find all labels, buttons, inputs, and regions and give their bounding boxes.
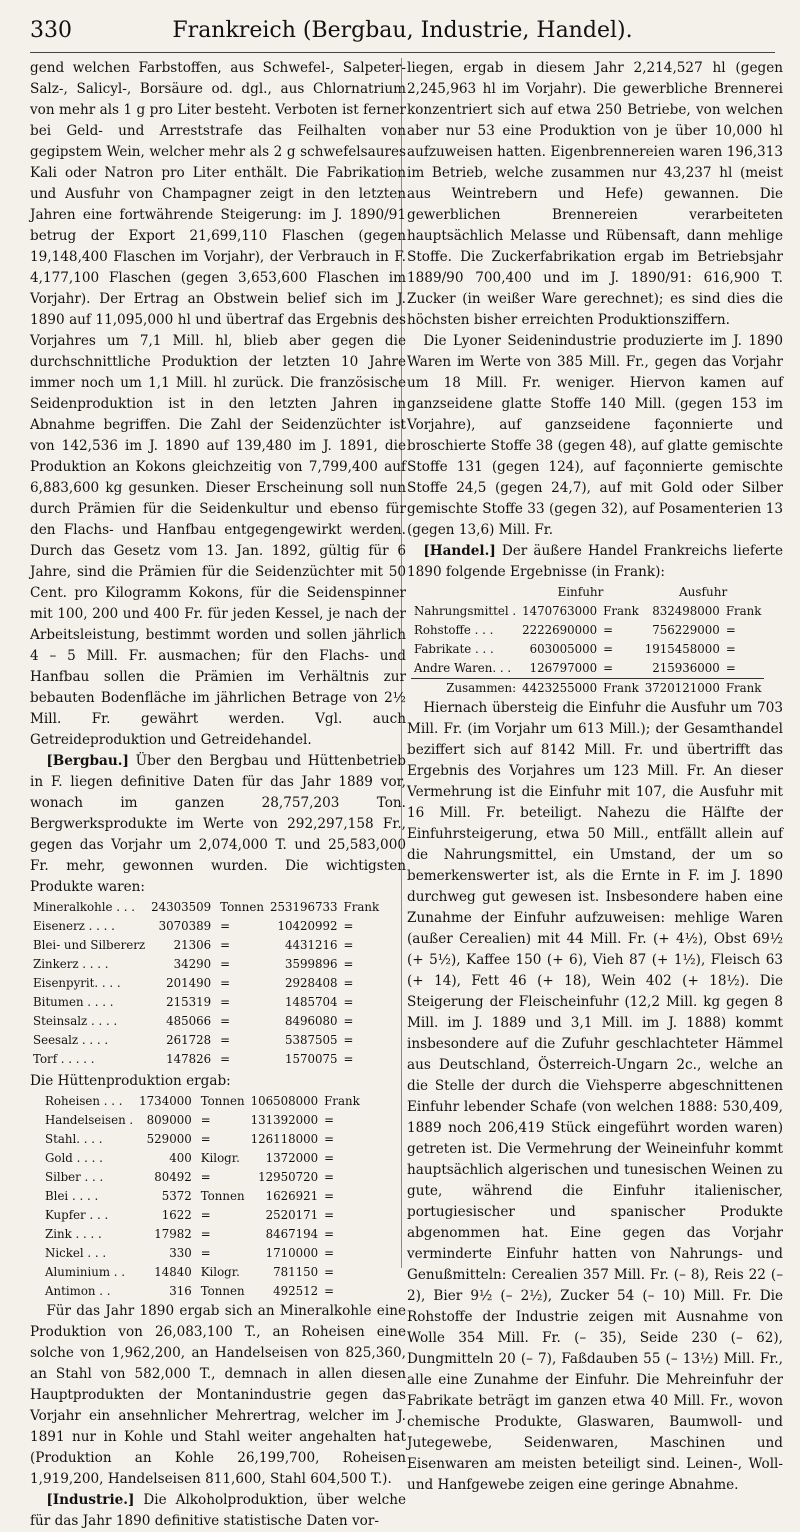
- smelting-currency: =: [324, 1113, 335, 1127]
- mining-product: Zinkerz . . . .: [33, 957, 109, 971]
- smelting-unit: =: [200, 1170, 211, 1184]
- trade-export: 215936000: [652, 661, 720, 675]
- mining-quantity: 485066: [166, 1014, 212, 1028]
- mining-quantity: 215319: [166, 995, 212, 1009]
- trade-category: Fabrikate . . .: [414, 642, 494, 656]
- smelting-value: 106508000: [250, 1094, 319, 1108]
- smelting-currency: =: [324, 1246, 335, 1260]
- paragraph-handel-text: Der äußere Handel Frankreichs lieferte 1890 folgende Ergebnisse (in Frank):: [407, 543, 783, 580]
- trade-sum-import-cur: Frank: [600, 679, 642, 699]
- trade-row: [411, 640, 764, 659]
- smelting-row: [42, 1282, 363, 1301]
- mining-quantity: 24303509: [151, 900, 212, 914]
- trade-col-import: Einfuhr: [557, 585, 604, 599]
- smelting-quantity: 80492: [154, 1170, 192, 1184]
- smelting-currency: =: [324, 1151, 335, 1165]
- section-tag-bergbau: [Bergbau.]: [46, 753, 129, 769]
- trade-import: 2222690000: [522, 623, 598, 637]
- paragraph-production-1890: Für das Jahr 1890 ergab sich an Mineralkohle eine Produktion von 26,083,100 T., an Roheisen eine solche von 1,962,200, an Handelseisen von 825,360, an Stahl von 582,000 T., demnach in allen diesen Hauptprodukten der Montanindustrie gegen das Vorjahr ein ansehnlicher Mehrertrag, welcher im J. 1891 nur in Kohle und Stahl weiter angehalten hat (Produktion an Kohle 26,199,700, Roheisen 1,919,200, Handelseisen 811,600, Stahl 604,500 T.).: [30, 1303, 406, 1487]
- smelting-quantity: 1734000: [139, 1094, 192, 1108]
- trade-export-cur: =: [725, 642, 736, 656]
- paragraph-alcohol: liegen, ergab in diesem Jahr 2,214,527 hl (gegen 2,245,963 hl im Vorjahr). Die gewerbliche Brennerei konzentriert sich auf etwa 250 Betriebe, von welchen aber nur 53 eine Produktion von je über 10,000 hl aufzuweisen hatten. Eigenbrennereien waren 196,313 im Betrieb, welche zusammen nur 43,237 hl (meist aus Weintrebern und Hefe) gewannen. Die gewerblichen Brennereien verarbeiteten hauptsächlich Melasse und Rübensaft, dann mehlige Stoffe. Die Zuckerfabrikation ergab im Betriebsjahr 1889/90 700,400 und im J. 1890/91: 616,900 T. Zucker (in weißer Ware gerechnet); es sind dies die höchsten bisher erreichten Produktionsziffern.: [407, 60, 783, 328]
- smelting-value: 8467194: [265, 1227, 319, 1241]
- paragraph-industrie: [30, 1490, 406, 1532]
- smelting-product: Silber . . .: [45, 1170, 104, 1184]
- mining-product: Eisenpyrit. . . .: [33, 976, 121, 990]
- mining-unit: =: [220, 995, 231, 1009]
- smelting-product: Aluminium . .: [45, 1265, 126, 1279]
- smelting-product: Blei . . . .: [45, 1189, 99, 1203]
- smelting-row: [42, 1206, 363, 1225]
- mining-row: [30, 974, 382, 993]
- smelting-quantity: 529000: [146, 1132, 192, 1146]
- mining-unit: =: [220, 1033, 231, 1047]
- smelting-currency: =: [324, 1265, 335, 1279]
- smelting-table: [42, 1092, 363, 1301]
- mining-product: Bitumen . . . .: [33, 995, 114, 1009]
- mining-value: 1485704: [284, 995, 338, 1009]
- mining-value: 2928408: [284, 976, 338, 990]
- mining-row: [30, 1050, 382, 1069]
- trade-export-cur: =: [725, 661, 736, 675]
- mining-currency: =: [343, 938, 354, 952]
- smelting-quantity: 5372: [161, 1189, 192, 1203]
- mining-unit: =: [220, 919, 231, 933]
- trade-category: Andre Waren. . .: [414, 661, 512, 675]
- smelting-product: Zink . . . .: [45, 1227, 102, 1241]
- trade-import: 603005000: [529, 642, 598, 656]
- trade-sum-import: 4423255000: [519, 679, 600, 699]
- smelting-row: [42, 1187, 363, 1206]
- mining-currency: =: [343, 995, 354, 1009]
- smelting-currency: =: [324, 1132, 335, 1146]
- mining-product: Seesalz . . . .: [33, 1033, 109, 1047]
- smelting-product: Kupfer . . .: [45, 1208, 109, 1222]
- section-tag-handel: [Handel.]: [423, 543, 496, 559]
- smelting-value: 1626921: [265, 1189, 319, 1203]
- mining-product: Steinsalz . . . .: [33, 1014, 118, 1028]
- paragraph-silk-industry: Die Lyoner Seidenindustrie produzierte im J. 1890 Waren im Werte von 385 Mill. Fr., gegen das Vorjahr um 18 Mill. Fr. weniger. Hiervon kamen auf ganzseidene glatte Stoffe 140 Mill. (gegen 153 im Vorjahre), auf ganzseidene façonnierte und broschierte Stoffe 38 (gegen 48), auf glatte gemischte Stoffe 131 (gegen 124), auf façonnierte gemischte Stoffe 24,5 (gegen 24,7), auf mit Gold oder Silber gemischte Stoffe 33 (gegen 32), auf Posamenterien 13 (gegen 13,6) Mill. Fr.: [407, 333, 783, 538]
- mining-row: [30, 993, 382, 1012]
- left-column: [30, 58, 406, 1532]
- mining-currency: =: [343, 1033, 354, 1047]
- smelting-row: [42, 1263, 363, 1282]
- trade-row: [411, 659, 764, 679]
- mining-quantity: 21306: [173, 938, 212, 952]
- smelting-currency: =: [324, 1189, 335, 1203]
- smelting-row: [42, 1244, 363, 1263]
- smelting-quantity: 809000: [146, 1113, 192, 1127]
- smelting-quantity: 14840: [154, 1265, 192, 1279]
- mining-value: 1570075: [284, 1052, 338, 1066]
- mining-unit: =: [220, 976, 231, 990]
- smelting-unit: Tonnen: [200, 1284, 245, 1298]
- smelting-currency: =: [324, 1284, 335, 1298]
- mining-currency: =: [343, 957, 354, 971]
- mining-product: Blei- und Silbererz: [33, 938, 146, 952]
- mining-row: [30, 1012, 382, 1031]
- mining-currency: Frank: [343, 900, 380, 914]
- paragraph-bergbau-text: Über den Bergbau und Hüttenbetrieb in F. liegen definitive Daten für das Jahr 1889 vor, wonach im ganzen 28,757,203 Ton. Bergwerksprodukte im Werte von 292,297,158 Fr., gegen das Vorjahr um 2,074,000 T. und 25,583,000 Fr. mehr, gewonnen wurden. Die wichtigsten Produkte waren:: [30, 753, 406, 895]
- smelting-value: 781150: [273, 1265, 319, 1279]
- mining-row: [30, 898, 382, 917]
- smelting-row: [42, 1092, 363, 1111]
- smelting-value: 12950720: [258, 1170, 319, 1184]
- trade-category: Rohstoffe . . .: [414, 623, 494, 637]
- smelting-value: 2520171: [265, 1208, 319, 1222]
- smelting-quantity: 17982: [154, 1227, 192, 1241]
- trade-import-cur: =: [603, 623, 614, 637]
- smelting-value: 1710000: [265, 1246, 319, 1260]
- trade-export: 756229000: [652, 623, 720, 637]
- mining-quantity: 3070389: [158, 919, 212, 933]
- mining-value: 3599896: [284, 957, 338, 971]
- mining-product: Mineralkohle . . .: [33, 900, 135, 914]
- mining-unit: =: [220, 957, 231, 971]
- smelting-product: Roheisen . . .: [45, 1094, 123, 1108]
- mining-value: 253196733: [269, 900, 338, 914]
- mining-row: [30, 917, 382, 936]
- mining-value: 8496080: [284, 1014, 338, 1028]
- mining-table: [30, 898, 382, 1069]
- smelting-quantity: 316: [169, 1284, 192, 1298]
- smelting-value: 131392000: [250, 1113, 319, 1127]
- mining-product: Torf . . . . .: [33, 1052, 95, 1066]
- page-number: 330: [30, 18, 72, 43]
- running-title: Frankreich (Bergbau, Industrie, Handel).: [172, 18, 633, 43]
- mining-row: [30, 955, 382, 974]
- smelting-unit: =: [200, 1132, 211, 1146]
- smelting-product: Stahl. . . .: [45, 1132, 103, 1146]
- smelting-currency: =: [324, 1170, 335, 1184]
- smelting-unit: Tonnen: [200, 1189, 245, 1203]
- paragraph-handel: [407, 541, 783, 583]
- mining-row: [30, 936, 382, 955]
- smelting-product: Antimon . .: [45, 1284, 111, 1298]
- trade-sum-export-cur: Frank: [723, 679, 765, 699]
- smelting-unit: =: [200, 1227, 211, 1241]
- mining-unit: =: [220, 1052, 231, 1066]
- mining-unit: =: [220, 938, 231, 952]
- mining-currency: =: [343, 1052, 354, 1066]
- smelting-unit: Kilogr.: [200, 1265, 240, 1279]
- huetten-caption: Die Hüttenproduktion ergab:: [30, 1073, 231, 1089]
- smelting-quantity: 1622: [161, 1208, 192, 1222]
- smelting-unit: Kilogr.: [200, 1151, 240, 1165]
- smelting-row: [42, 1111, 363, 1130]
- mining-quantity: 34290: [173, 957, 212, 971]
- section-tag-industrie: [Industrie.]: [46, 1492, 135, 1508]
- mining-value: 5387505: [284, 1033, 338, 1047]
- page-header: [30, 12, 775, 53]
- trade-export: 832498000: [652, 604, 720, 618]
- mining-currency: =: [343, 976, 354, 990]
- mining-value: 10420992: [277, 919, 338, 933]
- smelting-unit: =: [200, 1246, 211, 1260]
- trade-row: [411, 602, 764, 621]
- paragraph-trade-analysis: Hiernach übersteig die Einfuhr die Ausfuhr um 703 Mill. Fr. (im Vorjahr um 613 Mill.); der Gesamthandel beziffert sich auf 8142 Mill. Fr. und übertrifft das Ergebnis des Vorjahres um 123 Mill. Fr. An dieser Vermehrung ist die Einfuhr mit 107, die Ausfuhr mit 16 Mill. Fr. beteiligt. Nahezu die Hälfte der Einfuhrsteigerung, etwa 50 Mill., entfällt allein auf die Nahrungsmittel, ein Umstand, der um so bemerkenswerter ist, als die Ernte in F. im J. 1890 durchweg gut gewesen ist. Insbesondere haben eine Zunahme der Einfuhr aufzuweisen: mehlige Waren (außer Cerealien) mit 44 Mill. Fr. (+ 4½), Obst 69½ (+ 5½), Kaffee 150 (+ 6), Vieh 87 (+ 1½), Fleisch 63 (+ 14), Fett 46 (+ 18), Wein 402 (+ 18½). Die Steigerung der Fleischeinfuhr (12,2 Mill. kg gegen 8 Mill. im J. 1889 und 3,1 Mill. im J. 1888) kommt insbesondere auf die Zufuhr geschlachteter Hämmel aus Deutschland, Österreich-Ungarn 2c., welche an die Stelle der durch die Viehsperre abgeschnittenen Einfuhr lebender Schafe (von welchen 1888: 530,409, 1889 noch 206,419 Stück eingeführt worden waren) getreten ist. Die Vermehrung der Weineinfuhr kommt hauptsächlich algerischen und tunesischen Weinen zu gute, während die Einfuhr italienischer, portugiesischer und spanischer Produkte abgenommen hat. Eine gegen das Vorjahr verminderte Einfuhr hatten von Nahrungs- und Genußmitteln: Cerealien 357 Mill. Fr. (– 8), Reis 22 (– 2), Bier 9½ (– 2½), Zucker 54 (– 10) Mill. Fr. Die Rohstoffe der Industrie zeigen mit Ausnahme von Wolle 354 Mill. Fr. (– 35), Seide 230 (– 62), Dungmitteln 20 (– 7), Faßdauben 55 (– 13½) Mill. Fr., alle eine Zunahme der Einfuhr. Die Mehreinfuhr der Fabrikate beträgt im ganzen etwa 40 Mill. Fr., wovon chemische Produkte, Glaswaren, Baumwoll- und Jutegewebe, Seidenwaren, Maschinen und Eisenwaren am meisten beteiligt sind. Leinen-, Woll- und Hanfgewebe zeigen eine geringe Abnahme.: [407, 700, 783, 1493]
- trade-import: 126797000: [529, 661, 598, 675]
- trade-import: 1470763000: [522, 604, 598, 618]
- trade-table: [411, 583, 764, 698]
- smelting-value: 126118000: [250, 1132, 319, 1146]
- smelting-unit: =: [200, 1208, 211, 1222]
- mining-unit: Tonnen: [220, 900, 264, 914]
- paragraph-bergbau: [30, 751, 406, 898]
- smelting-currency: =: [324, 1227, 335, 1241]
- smelting-row: [42, 1149, 363, 1168]
- smelting-row: [42, 1130, 363, 1149]
- smelting-row: [42, 1168, 363, 1187]
- right-column: [407, 58, 783, 1496]
- smelting-product: Gold . . . .: [45, 1151, 103, 1165]
- trade-import-cur: Frank: [603, 604, 639, 618]
- mining-quantity: 261728: [166, 1033, 212, 1047]
- smelting-quantity: 330: [169, 1246, 192, 1260]
- mining-currency: =: [343, 1014, 354, 1028]
- smelting-currency: Frank: [324, 1094, 360, 1108]
- trade-sum-export: 3720121000: [642, 679, 723, 699]
- trade-sum-label: Zusammen:: [411, 679, 519, 699]
- paragraph-wine-silk: gend welchen Farbstoffen, aus Schwefel-, Salpeter-Salz-, Salicyl-, Borsäure od. dgl., aus Chlornatrium von mehr als 1 g pro Liter besteht. Verboten ist ferner bei Geld- und Arreststrafe das Feilhalten von gegipstem Wein, welcher mehr als 2 g schwefelsaures Kali oder Natron pro Liter enthält. Die Fabrikation und Ausfuhr von Champagner zeigt in den letzten Jahren eine fortwährende Steigerung: im J. 1890/91 betrug der Export 21,699,110 Flaschen (gegen 19,148,400 Flaschen im Vorjahr), der Verbrauch in F. 4,177,100 Flaschen (gegen 3,653,600 Flaschen im Vorjahr). Der Ertrag an Obstwein belief sich im J. 1890 auf 11,095,000 hl und übertraf das Ergebnis des Vorjahres um 7,1 Mill. hl, blieb aber gegen die durchschnittliche Produktion der letzten 10 Jahre immer noch um 1,1 Mill. hl zurück. Die französische Seidenproduktion ist in den letzten Jahren in Abnahme begriffen. Die Zahl der Seidenzüchter ist von 142,536 im J. 1890 auf 139,480 im J. 1891, die Produktion an Kokons gleichzeitig von 7,799,400 auf 6,883,600 kg gesunken. Dieser Erscheinung soll nun durch Prämien für die Seidenkultur und ebenso für den Flachs- und Hanfbau entgegengewirkt werden. Durch das Gesetz vom 13. Jan. 1892, gültig für 6 Jahre, sind die Prämien für die Seidenzüchter mit 50 Cent. pro Kilogramm Kokons, für die Seidenspinner mit 100, 200 und 400 Fr. für jeden Kessel, je nach der Arbeitsleistung, bestimmt worden und sollen jährlich 4 – 5 Mill. Fr. ausmachen; für den Flachs- und Hanfbau sollen die Prämien im Verhältnis zur bebauten Bodenfläche im jährlichen Betrage von 2½ Mill. Fr. gewährt werden. Vgl. auch Getreideproduktion und Getreidehandel.: [30, 60, 406, 748]
- smelting-product: Nickel . . .: [45, 1246, 107, 1260]
- smelting-row: [42, 1225, 363, 1244]
- paragraph-industrie-text: Die Alkoholproduktion, über welche für das Jahr 1890 definitive statistische Daten vor-: [30, 1492, 406, 1529]
- smelting-currency: =: [324, 1208, 335, 1222]
- trade-sum-row: [411, 679, 764, 699]
- smelting-unit: Tonnen: [200, 1094, 245, 1108]
- mining-quantity: 147826: [166, 1052, 212, 1066]
- trade-category: Nahrungsmittel .: [414, 604, 517, 618]
- mining-row: [30, 1031, 382, 1050]
- mining-currency: =: [343, 919, 354, 933]
- trade-col-export: Ausfuhr: [679, 585, 728, 599]
- smelting-unit: =: [200, 1113, 211, 1127]
- mining-quantity: 201490: [166, 976, 212, 990]
- mining-product: Eisenerz . . . .: [33, 919, 115, 933]
- trade-import-cur: =: [603, 661, 614, 675]
- smelting-value: 492512: [273, 1284, 319, 1298]
- smelting-product: Handelseisen .: [45, 1113, 134, 1127]
- trade-import-cur: =: [603, 642, 614, 656]
- trade-row: [411, 621, 764, 640]
- mining-unit: =: [220, 1014, 231, 1028]
- trade-export-cur: =: [725, 623, 736, 637]
- trade-export: 1915458000: [644, 642, 720, 656]
- trade-export-cur: Frank: [725, 604, 762, 618]
- smelting-quantity: 400: [169, 1151, 192, 1165]
- smelting-value: 1372000: [265, 1151, 319, 1165]
- mining-value: 4431216: [284, 938, 338, 952]
